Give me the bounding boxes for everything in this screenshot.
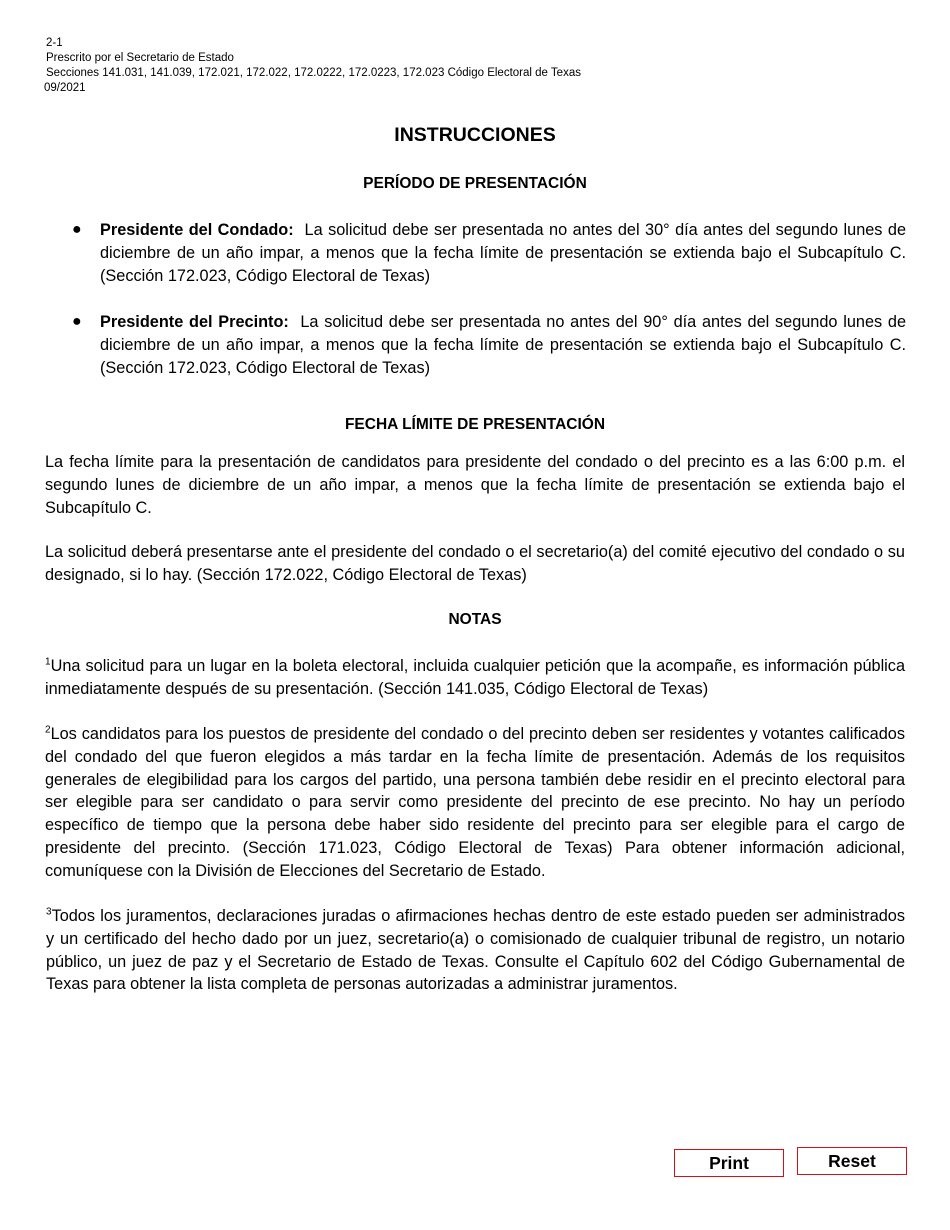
- footnote-marker: 1: [45, 656, 51, 668]
- bullet-label: Presidente del Condado:: [100, 221, 294, 239]
- note-item: [45, 723, 905, 883]
- note-text: Todos los juramentos, declaraciones juradas o afirmaciones hechas dentro de este estado pueden ser administrados y un certificado del hecho dado por un juez, secretario(a) o comisionado de cualquier tribunal de registro, un notario público, un juez de paz y el Secretario de Estado de Texas. Consulte el Capítulo 602 del Código Gubernamental de Texas para obtener la lista completa de personas autorizadas a administrar juramentos.: [46, 907, 905, 994]
- reset-button[interactable]: Reset: [797, 1147, 907, 1175]
- prescribed-by: Prescrito por el Secretario de Estado: [46, 52, 234, 64]
- notes-heading: NOTAS: [448, 611, 502, 628]
- filing-deadline-heading: FECHA LÍMITE DE PRESENTACIÓN: [344, 416, 606, 433]
- note-text: Una solicitud para un lugar en la boleta electoral, incluida cualquier petición que la acompañe, es información pública inmediatamente después de su presentación. (Sección 141.035, Código Electoral de Texas): [45, 657, 905, 698]
- page-title: INSTRUCCIONES: [394, 124, 556, 146]
- deadline-paragraph: La fecha límite para la presentación de candidatos para presidente del condado o del precinto es a las 6:00 p.m. el segundo lunes de diciembre de un año impar, a menos que la fecha límite de presentación se extienda bajo el Subcapítulo C.: [45, 453, 905, 517]
- form-header: [46, 36, 581, 96]
- bullet-label: Presidente del Precinto:: [100, 313, 289, 331]
- form-number: 2-1: [46, 37, 63, 49]
- filing-period-heading: PERÍODO DE PRESENTACIÓN: [363, 175, 587, 192]
- footnote-marker: 2: [45, 724, 51, 736]
- bullet-icon: ●: [72, 221, 82, 238]
- statute-sections: Secciones 141.031, 141.039, 172.021, 172.022, 172.0222, 172.0223, 172.023 Código Electoral de Texas: [46, 67, 581, 79]
- note-item: [46, 905, 905, 996]
- bullet-text: La solicitud debe ser presentada no antes del 90° día antes del segundo lunes de diciembre de un año impar, a menos que la fecha límite de presentación se extienda bajo el Subcapítulo C. (Sección 172.023, Código Electoral de Texas): [100, 313, 906, 377]
- bullet-icon: ●: [72, 313, 82, 330]
- note-text: Los candidatos para los puestos de presidente del condado o del precinto deben ser residentes y votantes calificados del condado del que fueron elegidos a más tardar en la fecha límite de presentación. Además de los requisitos generales de elegibilidad para los cargos del partido, una persona también debe residir en el precinto electoral para ser elegible para ser candidato o para servir como presidente del precinto de ese precinto. No hay un período específico de tiempo que la persona debe haber sido residente del precinto para ser elegible para el cargo de presidente del precinto. (Sección 171.023, Código Electoral de Texas) Para obtener información adicional, comuníquese con la División de Elecciones del Secretario de Estado.: [45, 725, 905, 880]
- revision-date: 09/2021: [44, 82, 86, 94]
- deadline-paragraph: La solicitud deberá presentarse ante el presidente del condado o el secretario(a) del comité ejecutivo del condado o su designado, si lo hay. (Sección 172.022, Código Electoral de Texas): [45, 543, 905, 584]
- print-button[interactable]: Print: [674, 1149, 784, 1177]
- bullet-text: La solicitud debe ser presentada no antes del 30° día antes del segundo lunes de diciembre de un año impar, a menos que la fecha límite de presentación se extienda bajo el Subcapítulo C. (Sección 172.023, Código Electoral de Texas): [100, 221, 906, 285]
- note-item: [45, 655, 905, 701]
- footnote-marker: 3: [46, 906, 52, 918]
